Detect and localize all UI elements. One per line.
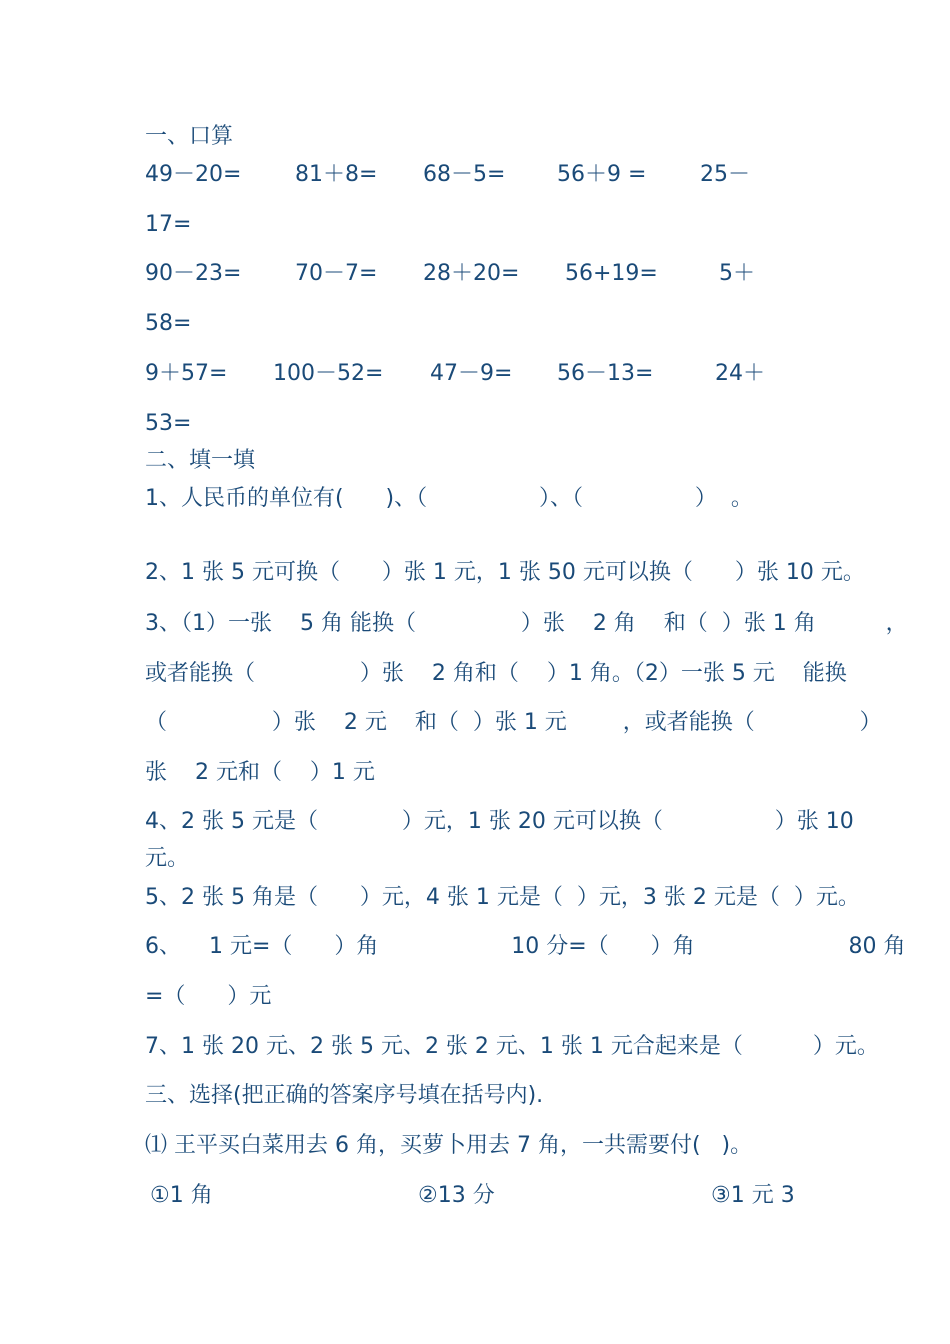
- section-oral-calc: 一、口算: [145, 124, 234, 149]
- calc-item: 56－13=: [557, 361, 654, 386]
- calc-item: 24＋: [715, 361, 765, 386]
- fill-question-3-line4: 张 2 元和（ ）1 元: [145, 760, 375, 785]
- fill-question-3-line1: 3、（1）一张 5 角 能换（ ）张 2 角 和（ ）张 1 角 ，: [145, 611, 908, 636]
- calc-item: 49－20=: [145, 162, 242, 187]
- calc-item: 17=: [145, 212, 192, 237]
- choice-question-1: ⑴ 王平买白菜用去 6 角，买萝卜用去 7 角，一共需要付( )。: [145, 1133, 753, 1158]
- fill-question-1: 1、人民币的单位有( )、（ ）、（ ） 。: [145, 486, 753, 511]
- fill-question-4-line1: 4、2 张 5 元是（ ）元，1 张 20 元可以换（ ）张 10: [145, 809, 854, 834]
- choice-option-3: ③1 元 3: [711, 1183, 795, 1208]
- section-fill-in: 二、填一填: [145, 448, 256, 473]
- calc-item: 25－: [700, 162, 750, 187]
- fill-question-3-line3: （ ）张 2 元 和（ ）张 1 元 ，或者能换（ ）: [145, 710, 882, 735]
- fill-question-6-line2: =（ ）元: [145, 984, 272, 1009]
- calc-item: 9＋57=: [145, 361, 228, 386]
- calc-item: 100－52=: [273, 361, 384, 386]
- fill-question-6-line1: 6、 1 元=（ ）角 10 分=（ ）角 80 角: [145, 934, 906, 959]
- choice-option-2: ②13 分: [418, 1183, 495, 1208]
- calc-item: 47－9=: [430, 361, 513, 386]
- fill-question-5: 5、2 张 5 角是（ ）元，4 张 1 元是（ ）元，3 张 2 元是（ ）元。: [145, 885, 860, 910]
- calc-item: 68－5=: [423, 162, 506, 187]
- calc-item: 5＋: [719, 261, 755, 286]
- calc-item: 70－7=: [295, 261, 378, 286]
- calc-item: 53=: [145, 411, 192, 436]
- fill-question-3-line2: 或者能换（ ）张 2 角和（ ）1 角。（2）一张 5 元 能换: [145, 661, 847, 686]
- fill-question-4-line2: 元。: [145, 846, 190, 871]
- calc-item: 81＋8=: [295, 162, 378, 187]
- calc-item: 58=: [145, 311, 192, 336]
- calc-item: 90－23=: [145, 261, 242, 286]
- fill-question-7: 7、1 张 20 元、2 张 5 元、2 张 2 元、1 张 1 元合起来是（ ）元。: [145, 1034, 879, 1059]
- choice-option-1: ①1 角: [150, 1183, 213, 1208]
- calc-item: 28＋20=: [423, 261, 520, 286]
- calc-item: 56＋9 =: [557, 162, 647, 187]
- fill-question-2: 2、1 张 5 元可换（ ）张 1 元，1 张 50 元可以换（ ）张 10 元。: [145, 560, 865, 585]
- section-choice: 三、选择(把正确的答案序号填在括号内).: [145, 1083, 544, 1108]
- calc-item: 56+19=: [565, 261, 658, 286]
